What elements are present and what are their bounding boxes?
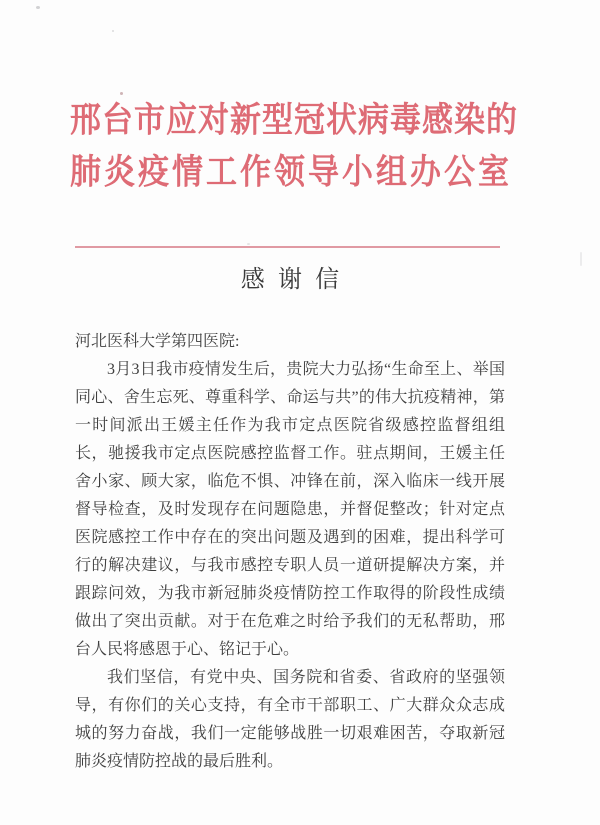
- letterhead: [70, 0, 518, 195]
- scan-speck: [247, 243, 250, 245]
- letter-title-text: 感谢信: [240, 267, 353, 293]
- scan-speck: [36, 6, 40, 9]
- letterhead-line-1: 邢台市应对新型冠状病毒感染的: [70, 99, 518, 140]
- letter-title: [75, 265, 505, 296]
- letterhead-line-2: 肺炎疫情工作领导小组办公室: [70, 151, 512, 192]
- letter-body: [75, 328, 505, 776]
- body-paragraph-2: 我们坚信，有党中央、国务院和省委、省政府的坚强领导，有你们的关心支持，有全市干部职工、广大群众众志成城的努力奋战，我们一定能够战胜一切艰难困苦，夺取新冠肺炎疫情防控战的最后胜利。: [75, 669, 505, 770]
- body-paragraph-1: 3月3日我市疫情发生后，贵院大力弘扬“生命至上、举国同心、舍生忘死、尊重科学、命运与共”的伟大抗疫精神，第一时间派出王媛主任作为我市定点医院省级感控监督组组长，驰援我市定点医院感控监督工作。驻点期间，王媛主任舍小家、顾大家，临危不惧、冲锋在前，深入临床一线开展督导检查，及时发现存在问题隐患，并督促整改；针对定点医院感控工作中存在的突出问题及遇到的困难，提出科学可行的解决建议，与我市感控专职人员一道研提解决方案，并跟踪问效，为我市新冠肺炎疫情防控工作取得的阶段性成绩做出了突出贡献。对于在危难之时给予我们的无私帮助，邢台人民将感恩于心、铭记于心。: [75, 361, 505, 658]
- letterhead-divider-rule: [75, 246, 500, 248]
- salutation: 河北医科大学第四医院:: [75, 333, 240, 350]
- scan-edge-artifact: [580, 252, 582, 266]
